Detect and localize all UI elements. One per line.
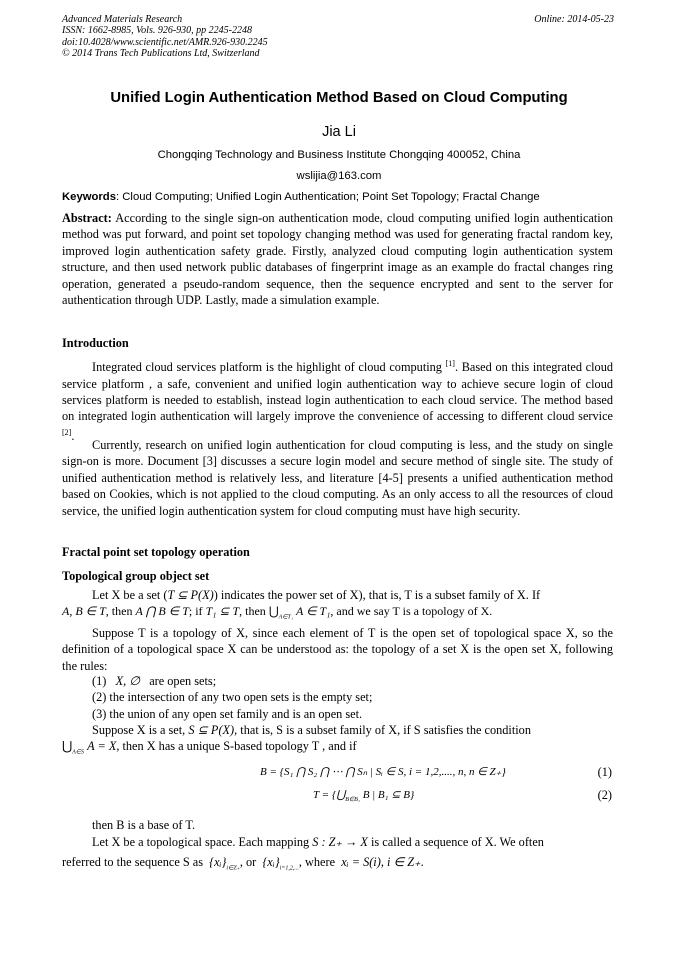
text-run: ; if [188,604,203,619]
text-run: , and we say T is a topology of X. [330,604,493,619]
citation-1[interactable]: [1] [445,359,455,368]
topology-rules-list [62,673,643,722]
equation-1-number: (1) [597,765,612,779]
journal-header [62,14,614,59]
equation-2 [313,788,414,803]
online-date: Online: 2014-05-23 [534,14,614,25]
text-run: , then [239,604,266,619]
text-run: , then [105,604,133,619]
math-seq-2: {xᵢ} [262,855,280,870]
keywords-text: : Cloud Computing; Unified Login Authentication; Point Set Topology; Fractal Change [116,191,540,203]
text-run: Let X be a topological space. Each mapping [92,835,310,849]
math-seq-1-index: i∈Z₊ [226,865,240,872]
fractal-p3-line-2 [62,738,613,761]
fractal-p1-line-1 [62,587,613,603]
doi-link[interactable]: doi:10.4028/www.scientific.net/AMR.926-930.2245 [62,36,268,48]
math-element: A ∈ T₁ [295,604,331,619]
eq2-part-b: B | B₁ ⊆ B} [362,789,415,801]
subsection-heading-topological: Topological group object set [62,569,210,583]
section-heading-fractal: Fractal point set topology operation [62,545,250,559]
fractal-paragraph-1 [62,587,613,626]
fractal-paragraph-2: Suppose T is a topology of X, since each element of T is the open set of topological space X, so the definition of a topological space X can be understood as: the topology of a set X is the open set X, following the rules: [62,626,613,673]
intro-paragraph-1 [62,356,613,444]
math-seq-1: {xᵢ} [209,855,227,870]
math-union-symbol: ⋃ [62,739,73,754]
issn-line: ISSN: 1662-8985, Vols. 926-930, pp 2245-2248 [62,25,252,37]
section-heading-introduction: Introduction [62,336,129,350]
paper-title: Unified Login Authentication Method Based on Cloud Computing [110,90,568,106]
math-seq-def: xᵢ = S(i), i ∈ Z₊ [341,855,421,870]
journal-name: Advanced Materials Research [62,14,183,25]
text-run: Let X be a set ( [92,588,168,602]
keywords-label: Keywords [62,191,116,203]
math-a-equals-x: A = X [87,739,117,754]
abstract-label: Abstract: [62,211,112,225]
text-run: Suppose X is a set, [92,723,186,737]
intro-p1-text-a: Integrated cloud services platform is the highlight of cloud computing [92,360,442,375]
fractal-p3-line-1 [62,722,613,738]
text-run: , that is, S is a subset family of X, if S satisfies the condition [234,723,531,737]
fractal-paragraph-3 [62,722,613,761]
rule-2: (2) the intersection of any two open sets is the empty set; [92,690,373,705]
text-run: . [420,855,424,870]
fractal-paragraph-4: then B is a base of T. [92,818,196,832]
text-run: , or [239,855,257,870]
math-union-index: B∈B₁ [345,797,360,804]
fractal-p5-line-2 [62,854,613,877]
math-power-set: T ⊆ P(X) [167,588,214,602]
text-run: , where [298,855,336,870]
citation-2[interactable]: [2] [62,427,72,437]
math-union-index: A∈S [72,749,84,756]
abstract-text: According to the single sign-on authentication mode, cloud computing unified login authentication method was put forward, and point set topology changing method was used for generating fractal random key, improved login authentication safety grade. Firstly, analyzed cloud computing login authentication system structure, and then used network public databases of fingerprint image as an example do fractal changes ring operation, generated a pseudo-random sequence, then the sequence encrypted and sent to the server for authentication through UDP. Lastly, made a simulation example. [62,211,613,308]
keywords [62,191,616,203]
intro-p1-text-c: . [71,428,75,443]
rule-3: (3) the union of any open set family and is an open set. [92,706,363,721]
author-email[interactable]: wslijia@163.com [296,170,382,182]
fractal-p1-line-2 [62,603,613,626]
math-intersection: A ⋂ B ∈ T [135,604,189,619]
math-ab-in-t: A, B ∈ T [62,604,106,619]
copyright-line: © 2014 Trans Tech Publications Ltd, Switzerland [62,47,260,59]
rule-1-number: (1) [92,674,107,688]
text-run: ) indicates the power set of X), that is, T is a subset family of X. If [213,588,541,602]
abstract [62,210,613,308]
equation-2-number: (2) [597,788,612,802]
fractal-paragraph-5 [62,834,613,877]
math-seq-2-index: i=1,2,... [279,865,299,872]
rule-1-text: are open sets; [149,674,217,688]
equation-1: B = {S₁ ⋂ S₂ ⋂ ⋯ ⋂ Sₙ | Sᵢ ∈ S, i = 1,2,...., n, n ∈ Z₊} [260,766,506,778]
author-affiliation: Chongqing Technology and Business Institute Chongqing 400052, China [157,149,521,161]
intro-paragraph-2: Currently, research on unified login authentication for cloud computing is less, and the study on single sign-on is more. Document [3] discusses a secure login model and secure method of single site. The study of unified authentication method is relatively less, and literature [4-5] presents a unified authentication method based on Cookies, which is not applied to the cloud computing. As an only access to all the resources of cloud service, the unified login authentication system for cloud computing must have high security. [62,438,613,518]
text-run: referred to the sequence S as [62,855,204,870]
text-run: , then X has a unique S-based topology T , and if [116,739,357,754]
math-union-symbol: ⋃ [268,604,279,619]
eq2-part-a: T = { [313,789,337,801]
math-union-index: A∈T₁ [278,614,293,621]
math-mapping: S : Z₊ → X [312,835,368,849]
rule-1 [92,673,643,689]
math-s-subset: S ⊆ P(X) [188,723,235,737]
text-run: is called a sequence of X. We often [371,835,544,849]
intro-p1-text-b: . Based on this integrated cloud service platform , a safe, convenient and unified login authentication way to achieve secure login of cloud services platform is needed to establish, instead login authentication to each cloud service. The method based on integrated login authentication will largely improve the convenience of accessing to different cloud service [62,360,614,424]
math-subset: T₁ ⊆ T [205,604,240,619]
author-name: Jia Li [322,124,356,140]
math-union-symbol: ⋃ [336,789,346,801]
math-x-emptyset: X, ∅ [115,674,140,688]
fractal-p5-line-1 [62,834,613,850]
